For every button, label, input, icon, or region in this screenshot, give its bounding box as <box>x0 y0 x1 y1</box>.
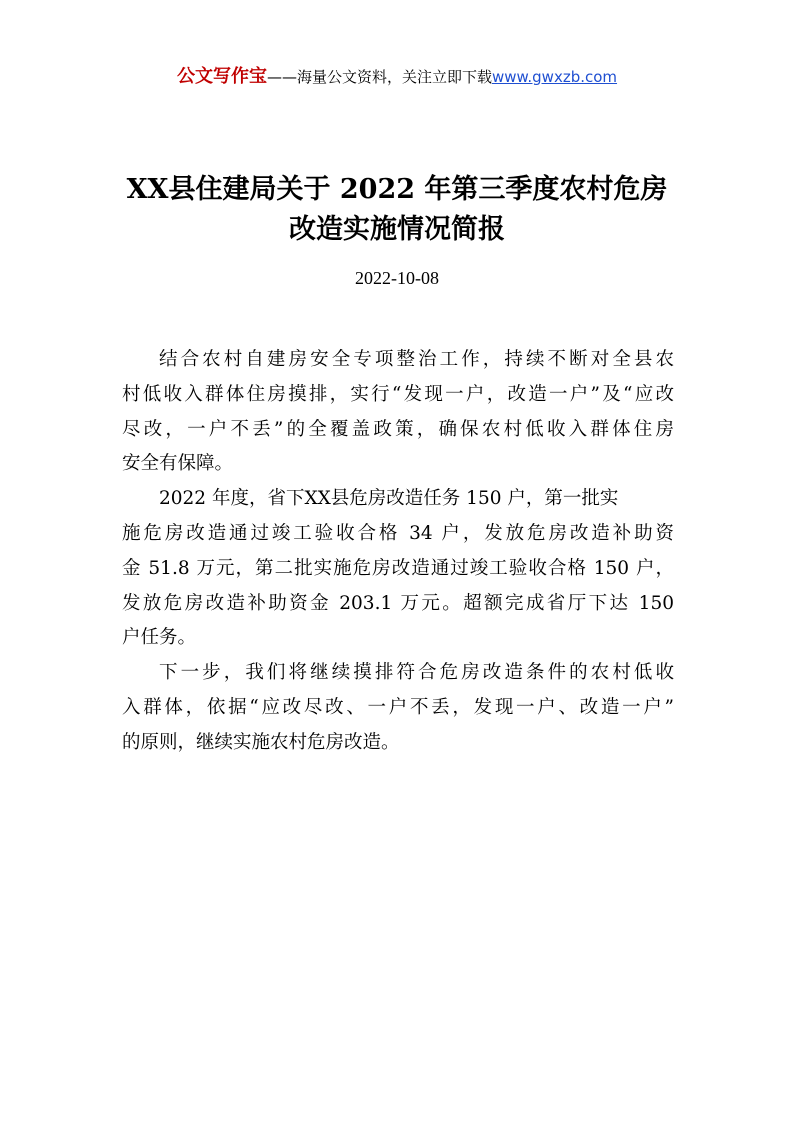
paragraph-2 <box>122 482 674 656</box>
title-line-1: XX县住建局关于 2022 年第三季度农村危房 <box>126 174 668 205</box>
paragraph-line: 2022 年度，省下XX县危房改造任务 150 户，第一批实 <box>159 488 619 510</box>
document-title <box>100 170 694 250</box>
paragraph-line: 施危房改造通过竣工验收合格 34 户，发放危房改造补助资 <box>122 522 674 544</box>
brand-name: 公文写作宝 <box>176 66 267 87</box>
paragraph-line: 安全有保障。 <box>122 453 234 475</box>
document-date: 2022-10-08 <box>355 268 439 288</box>
paragraph-line: 结合农村自建房安全专项整治工作，持续不断对全县农 <box>159 349 674 370</box>
paragraph-line: 户任务。 <box>122 627 197 649</box>
paragraph-1 <box>122 343 674 482</box>
paragraph-line: 入群体，依据“应改尽改、一户不丢，发现一户、改造一户” <box>122 696 674 718</box>
title-line-2: 改造实施情况简报 <box>289 214 505 245</box>
paragraph-line: 的原则，继续实施农村危房改造。 <box>122 731 400 753</box>
paragraph-line: 下一步，我们将继续摸排符合危房改造条件的农村低收 <box>159 662 674 684</box>
paragraph-3 <box>122 656 674 760</box>
website-link[interactable]: www.gwxzb.com <box>491 68 618 86</box>
paragraph-line: 金 51.8 万元，第二批实施危房改造通过竣工验收合格 150 户， <box>122 557 674 579</box>
header-dash: —— <box>266 68 297 86</box>
paragraph-line: 尽改，一户不丢”的全覆盖政策，确保农村低收入群体住房 <box>122 418 674 440</box>
header-slogan: 海量公文资料，关注立即下载 <box>296 68 492 86</box>
paragraph-line: 村低收入群体住房摸排，实行“发现一户，改造一户”及“应改 <box>122 383 674 405</box>
page-header <box>0 66 794 88</box>
paragraph-line: 发放危房改造补助资金 203.1 万元。超额完成省厅下达 150 <box>122 592 674 614</box>
document-body <box>122 343 674 761</box>
